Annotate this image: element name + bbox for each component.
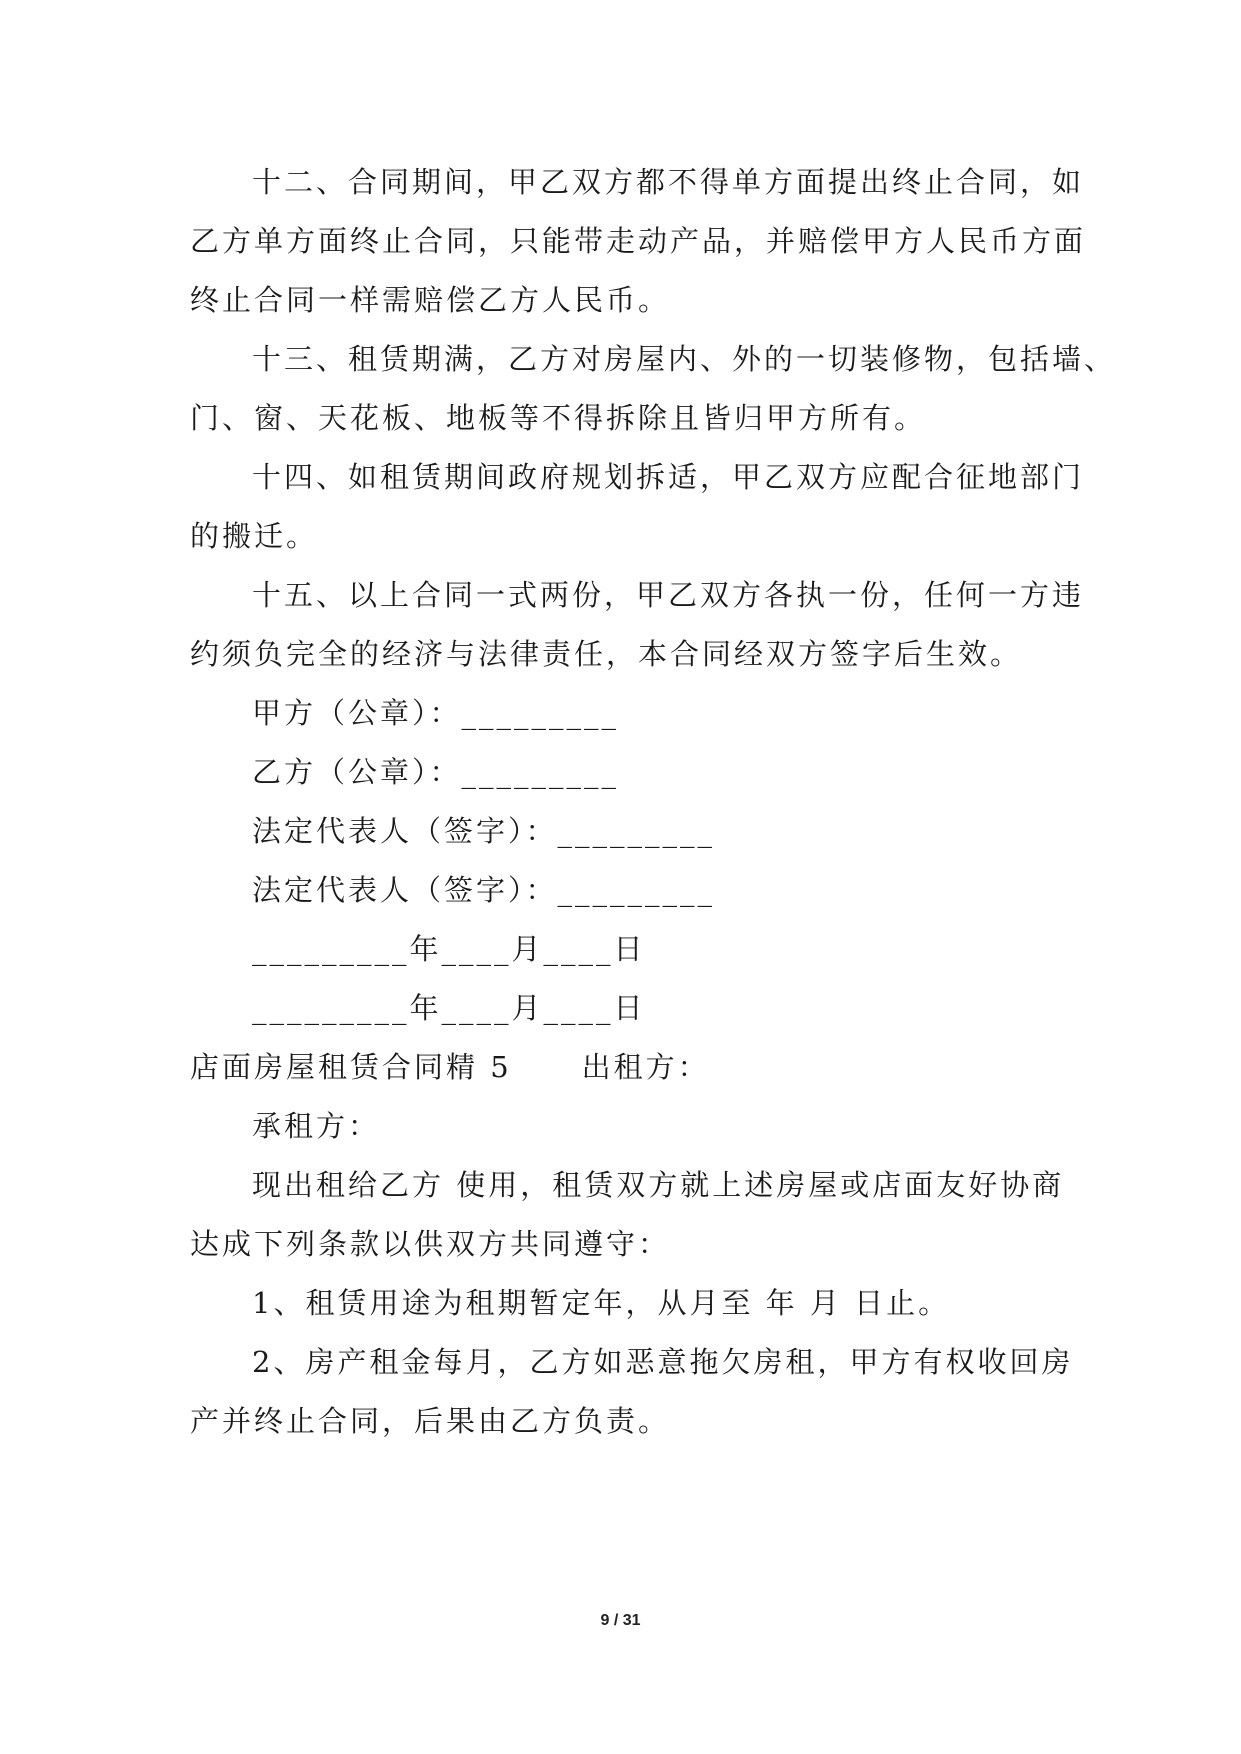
page-number: 9 / 31 (600, 1612, 641, 1629)
intro-line-2: 达成下列条款以供双方共同遵守： (190, 1227, 671, 1261)
term-2-line-1: 2、房产租金每月，乙方如恶意拖欠房租，甲方有权收回房 (252, 1345, 1074, 1379)
clause-12-line-1: 十二、合同期间，甲乙双方都不得单方面提出终止合同，如 (252, 165, 1085, 199)
clause-15-line-2: 约须负完全的经济与法律责任，本合同经双方签字后生效。 (190, 637, 1023, 671)
clause-13-line-1: 十三、租赁期满，乙方对房屋内、外的一切装修物，包括墙、 (252, 342, 1117, 376)
party-b-seal-line: 乙方（公章）：_________ (252, 755, 620, 789)
legal-rep-signature-line-1: 法定代表人（签字）：_________ (252, 814, 716, 848)
date-line-2: _________年____月____日 (252, 991, 646, 1025)
date-line-1: _________年____月____日 (252, 932, 646, 966)
clause-13-line-2: 门、窗、天花板、地板等不得拆除且皆归甲方所有。 (190, 401, 927, 435)
clause-15-line-1: 十五、以上合同一式两份，甲乙双方各执一份，任何一方违 (252, 578, 1085, 612)
clause-12-line-2: 乙方单方面终止合同，只能带走动产品，并赔偿甲方人民币方面 (190, 224, 1087, 258)
lessor-label: 出租方： (581, 1050, 710, 1084)
clause-14-line-2: 的搬迁。 (190, 519, 319, 553)
term-2-line-2: 产并终止合同，后果由乙方负责。 (190, 1404, 671, 1438)
clause-14-line-1: 十四、如租赁期间政府规划拆适，甲乙双方应配合征地部门 (252, 460, 1085, 494)
party-a-seal-line: 甲方（公章）：_________ (252, 696, 620, 730)
term-1-line: 1、租赁用途为租期暂定年，从月至 年 月 日止。 (252, 1286, 951, 1320)
section-heading-line (190, 1047, 710, 1087)
section-title: 店面房屋租赁合同精 5 (190, 1050, 512, 1084)
legal-rep-signature-line-2: 法定代表人（签字）：_________ (252, 873, 716, 907)
clause-12-line-3: 终止合同一样需赔偿乙方人民币。 (190, 283, 671, 317)
lessee-label: 承租方： (252, 1109, 381, 1143)
intro-line-1: 现出租给乙方 使用，租赁双方就上述房屋或店面友好协商 (252, 1168, 1065, 1202)
